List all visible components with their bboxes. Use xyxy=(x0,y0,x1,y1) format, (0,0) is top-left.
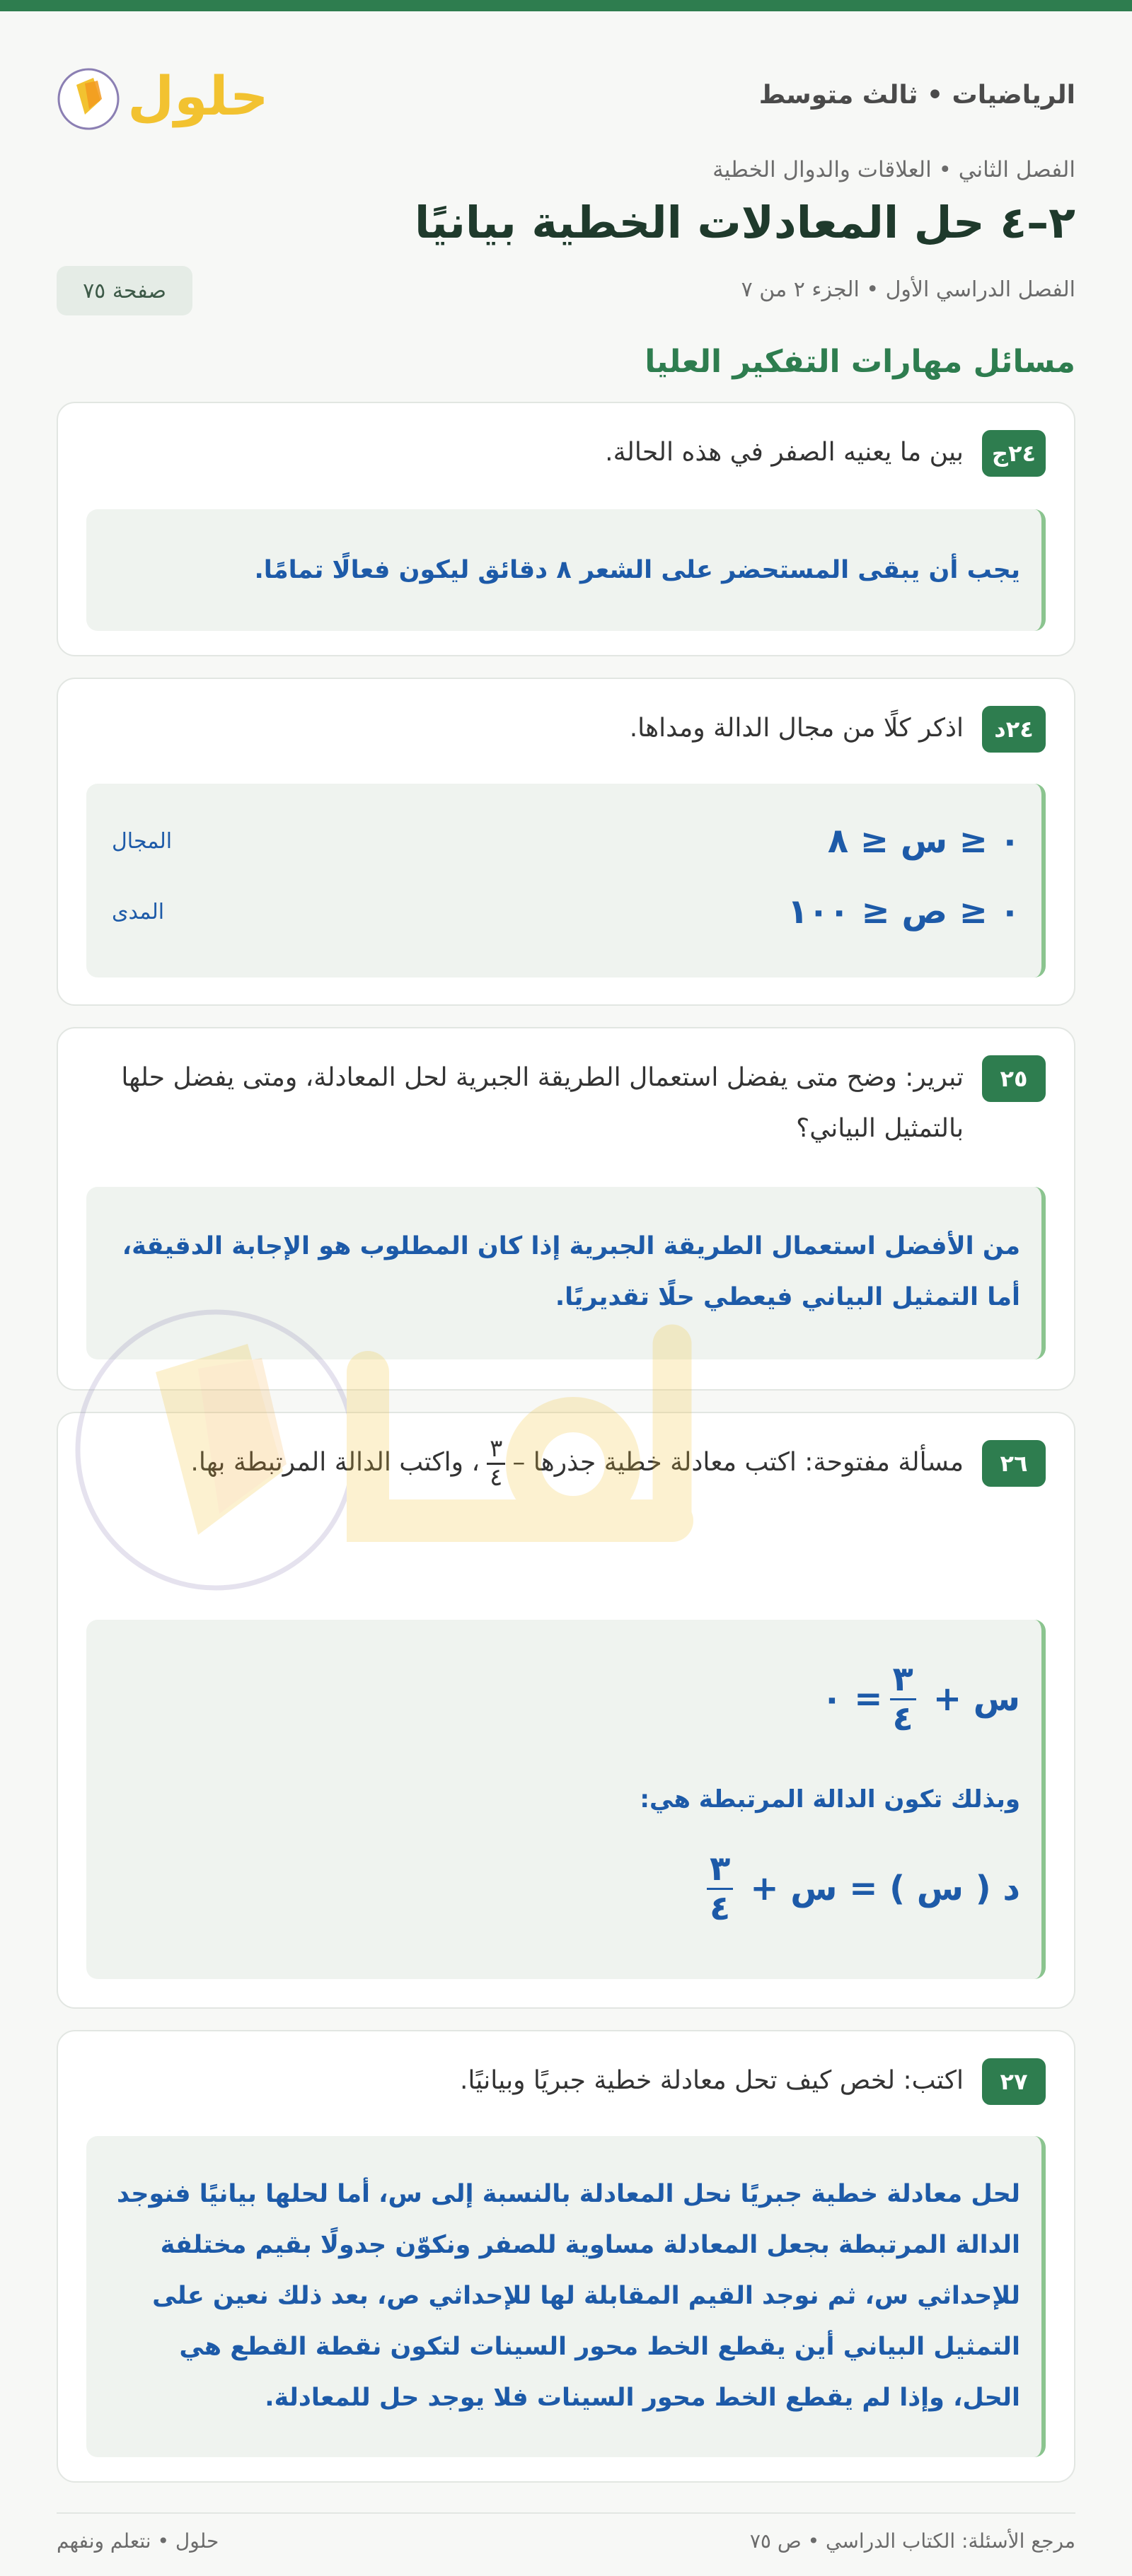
section-title: مسائل مهارات التفكير العليا xyxy=(645,344,1075,380)
fraction-numerator: ٣ xyxy=(487,1436,505,1464)
answer-text: يجب أن يبقى المستحضر على الشعر ٨ دقائق ليكون فعالًا تمامًا. xyxy=(254,556,1020,584)
question-card-26 xyxy=(57,1412,1075,2009)
question-row xyxy=(86,706,1046,754)
fraction-denominator: ٤ xyxy=(490,1463,503,1492)
range-row xyxy=(112,887,1020,936)
subject-label: الرياضيات • ثالث متوسط xyxy=(758,81,1075,110)
range-label: المدى xyxy=(112,899,165,924)
fraction-three-quarters xyxy=(487,1436,505,1491)
equation-2-fraction xyxy=(707,1850,733,1927)
question-card-27 xyxy=(57,2030,1075,2483)
equation-2-left: د ( س ) = س + xyxy=(750,1869,1020,1909)
top-accent-bar xyxy=(0,0,1132,11)
answer-box xyxy=(86,784,1046,977)
question-card-24c xyxy=(57,402,1075,656)
question-row xyxy=(86,430,1046,478)
fraction-numerator: ٣ xyxy=(890,1661,916,1700)
logo-wordmark: حلول xyxy=(127,64,269,127)
answer-text: من الأفضل استعمال الطريقة الجبرية إذا كان المطلوب هو الإجابة الدقيقة، أما التمثيل البياني فيعطي حلًا تقديريًا. xyxy=(122,1232,1020,1311)
question-number-badge: ٢٤ج xyxy=(982,430,1046,477)
question-row xyxy=(86,1055,1046,1154)
question-row xyxy=(86,1434,1046,1504)
lesson-meta: الفصل الدراسي الأول • الجزء ٢ من ٧ xyxy=(741,277,1075,302)
answer-box xyxy=(86,509,1046,631)
answer-box xyxy=(86,2136,1046,2457)
question-number-badge: ٢٤د xyxy=(982,706,1046,753)
question-card-24d xyxy=(57,678,1075,1006)
question-number-badge: ٢٧ xyxy=(982,2058,1046,2105)
breadcrumb: الفصل الثاني • العلاقات والدوال الخطية xyxy=(712,157,1075,182)
footer-brand: حلول • نتعلم ونفهم xyxy=(57,2529,219,2553)
header xyxy=(57,57,1075,141)
answer-box xyxy=(86,1187,1046,1359)
equation-1-fraction xyxy=(890,1661,916,1738)
domain-row xyxy=(112,816,1020,866)
equation-1-left: س + xyxy=(932,1679,1020,1719)
answer-box xyxy=(86,1620,1046,1979)
question-text-part-1: مسألة مفتوحة: اكتب معادلة خطية جذرها – xyxy=(512,1448,964,1477)
question-card-25 xyxy=(57,1027,1075,1391)
equation-1 xyxy=(821,1661,1020,1738)
question-text: اذكر كلًا من مجال الدالة ومداها. xyxy=(629,714,964,743)
fraction-numerator: ٣ xyxy=(707,1850,733,1890)
question-text: اكتب: لخص كيف تحل معادلة خطية جبريًا وبيانيًا. xyxy=(459,2066,964,2095)
answer-text: لحل معادلة خطية جبريًا نحل المعادلة بالنسبة إلى س، أما لحلها بيانيًا فنوجد الدالة المرتبطة بجعل المعادلة مساوية للصفر ونكوّن جدولًا بقيم مختلفة للإحداثي س، ثم نوجد القيم المقابلة لها للإحداثي ص، بعد ذلك نعين على التمثيل البياني أين يقطع الخط محور السينات لتكون نقطة القطع هي الحل، وإذا لم يقطع الخط محور السينات فلا يوجد حل للمعادلة. xyxy=(117,2180,1020,2412)
fraction-denominator: ٤ xyxy=(710,1888,731,1928)
equation-2 xyxy=(700,1850,1020,1927)
range-expression: ٠ ≤ ص ≤ ١٠٠ xyxy=(787,892,1020,932)
equation-1-right: = ٠ xyxy=(821,1679,883,1719)
page-badge: صفحة ٧٥ xyxy=(57,266,192,315)
question-text-part-2: ، واكتب الدالة المرتبطة بها. xyxy=(190,1448,480,1477)
question-number-badge: ٢٥ xyxy=(982,1055,1046,1102)
footer-reference: مرجع الأسئلة: الكتاب الدراسي • ص ٧٥ xyxy=(749,2529,1075,2553)
page xyxy=(57,11,1075,2576)
domain-label: المجال xyxy=(112,828,173,854)
question-text: بين ما يعنيه الصفر في هذه الحالة. xyxy=(605,438,964,467)
lesson-title: ٢–٤ حل المعادلات الخطية بيانيًا xyxy=(415,197,1075,248)
footer-divider xyxy=(57,2512,1075,2514)
fraction-denominator: ٤ xyxy=(892,1698,913,1739)
question-text xyxy=(190,1422,964,1504)
domain-expression: ٠ ≤ س ≤ ٨ xyxy=(827,821,1020,861)
connector-text: وبذلك تكون الدالة المرتبطة هي: xyxy=(640,1785,1020,1814)
question-text: تبرير: وضح متى يفضل استعمال الطريقة الجبرية لحل المعادلة، ومتى يفضل حلها بالتمثيل البياني؟ xyxy=(121,1063,964,1143)
question-number-badge: ٢٦ xyxy=(982,1440,1046,1487)
question-row xyxy=(86,2058,1046,2106)
hulul-logo[interactable] xyxy=(57,57,269,141)
